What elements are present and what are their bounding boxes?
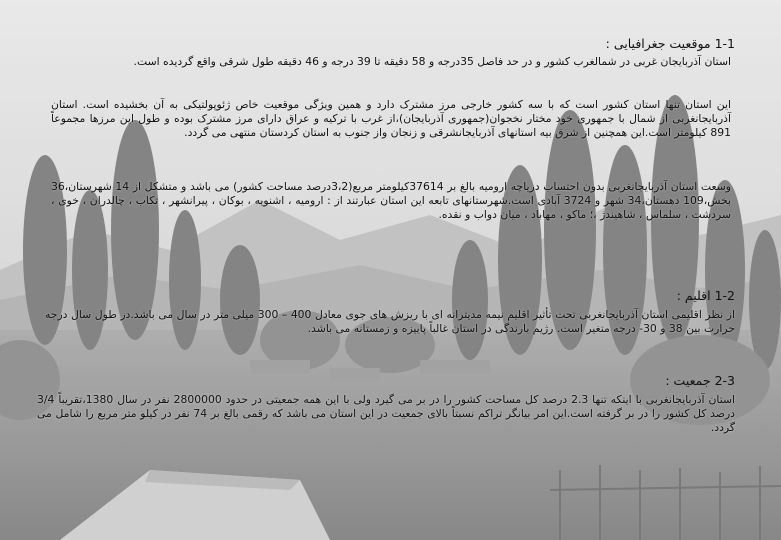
paragraph-climate: از نظر اقلیمی استان آذربایجانغربی تحت تأثیر اقلیم نیمه مدیترانه ای با ریزش های جوی معادل 400 – 300 میلی متر در سال می باشد.در طول سال درجه حرارت بین 38 و 30- درجه متغیر است. رژیم بارندگی در استان غالباً پاییزه و زمستانه می باشد. — [45, 308, 735, 336]
paragraph-location-borders: این استان تنها استان کشور است که با سه کشور خارجی مرز مشترک دارد و همین ویژگی موقعیت خاص ژئوپولتیکی به آن بخشیده است. استان آذربایجانغربی از شمال با جمهوری خود مختار نخجوان(جمهوری آذربایجان)،از غرب با ترکیه و عراق دارای مرز مشترک بوده و طول این مرزها مجموعاً 891 کیلومتر است.این همچنین از شرق بیه استانهای آذربایجانشرقی و زنجان واز جنوب به استان کردستان منتهی می گردد. — [51, 98, 731, 140]
paragraph-population: استان آذربایجانغربی با اینکه تنها 2.3 درصد کل مساحت کشور را در بر می گیرد ولی با این همه جمعیتی در حدود 2800000 نفر در سال 1380،تقریباً 3/4 درصد کل کشور را در بر گرفته است.این امر بیانگر تراکم نسبتاً بالای جمعیت در این استان می باشد که رقمی بالغ بر 74 نفر در کیلو متر مربع را شامل می گردد. — [37, 393, 735, 435]
paragraph-location-area-counties: وسعت استان آذربایجانغربی بدون احتساب دریاچه ارومیه بالغ بر 37614کیلومتر مربع(3،2درصد مساحت کشور) می باشد و متشکل از 14 شهرستان،36 بخش،109 دهستان،34 شهر و 3724 آبادی است.شهرستانهای تابعه این استان عبارتند از : ارومیه ، اشنویه ، بوکان ، پیرانشهر ، تکاب ، چالدران ، خوی ، سردشت ، سلماس ، شاهیندژ ،؛ ماکو ، مهاباد ، میان دواب و نقده. — [51, 180, 732, 222]
paragraph-location-coordinates: استان آذربایجان غربی در شمالغرب کشور و در حد فاصل 35درجه و 58 دقیقه تا 39 درجه و 46 دقیقه طول شرقی واقع گردیده است. — [133, 55, 731, 68]
section-heading-climate: 1-2 اقلیم : — [676, 288, 735, 303]
section-heading-population: 2-3 جمعیت : — [665, 373, 735, 388]
section-heading-location: 1-1 موقعیت جغرافیایی : — [605, 36, 735, 51]
